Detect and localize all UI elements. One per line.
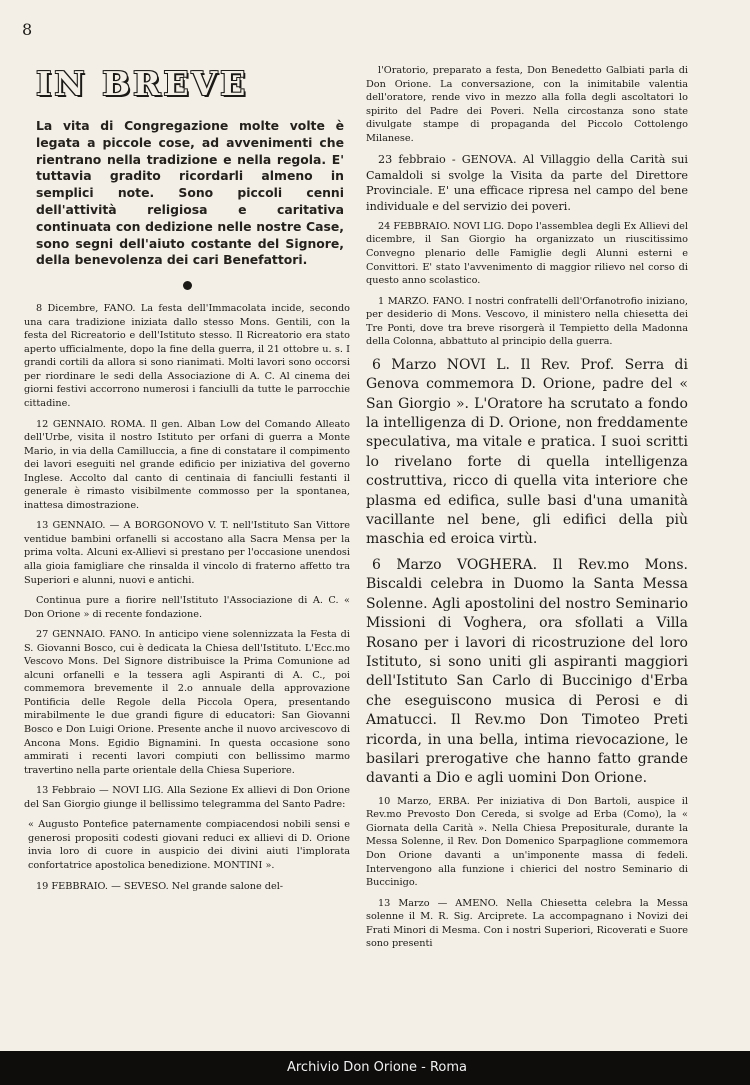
news-entry: 13 Marzo — AMENO. Nella Chiesetta celebra la Messa solenne il M. R. Sig. Arciprete. La accompagnano i Novizi dei Frati Minori di Mesma. Con i nostri Superiori, Ricoverati e Suore sono presenti: [366, 897, 688, 950]
headline: IN BREVE: [36, 64, 249, 103]
section-bullet: [183, 281, 192, 290]
right-column: [366, 64, 688, 958]
news-entry: 19 FEBBRAIO. — SEVESO. Nel grande salone del-: [36, 880, 284, 892]
archive-footer: [0, 1051, 750, 1085]
news-entry: 13 GENNAIO. — A BORGONOVO V. T. nell'Istituto San Vittore ventidue bambini orfanelli si accostano alla Sacra Mensa per la prima volta. Alcuni ex-Allievi si prestano per l'occasione unendosi alla gioia famigliare che rinsalda il vincolo di fraterno affetto tra Superiori e alunni, nuovi e antichi.: [24, 520, 350, 586]
footer-text: Archivio Don Orione - Roma: [286, 1060, 468, 1075]
news-entry: 1 MARZO. FANO. I nostri confratelli dell'Orfanotrofio iniziano, per desiderio di Mons. Vescovo, il ministero nella chiesetta dei Tre Ponti, dove tra breve risorgerà il Tempietto della Madonna della Colonna, abbattuto al principio della guerra.: [366, 295, 688, 348]
news-entry: 27 GENNAIO. FANO. In anticipo viene solennizzata la Festa di S. Giovanni Bosco, cui è dedicata la Chiesa dell'Istituto. L'Ecc.mo Vescovo Mons. Del Signore distribuisce la Prima Comunione ad alcuni orfanelli e la tessera agli Aspiranti di A. C., poi commemora brevemente il 2.o annuale della approvazione Pontificia delle Regole della Piccola Opera, presentando mirabilmente le due grandi figure di educatori: San Giovanni Bosco e Don Luigi Orione. Presente anche il nuovo arcivescovo di Ancona Mons. Egidio Bignamini. In questa occasione sono ammirati i recenti lavori compiuti con bellissimo marmo travertino nella parte orientale della Chiesa Superiore.: [24, 629, 350, 776]
news-entry: Continua pure a fiorire nell'Istituto l'Associazione di A. C. « Don Orione » di recente fondazione.: [24, 595, 350, 620]
news-entry: 10 Marzo, ERBA. Per iniziativa di Don Bartoli, auspice il Rev.mo Prevosto Don Cereda, si svolge ad Erba (Como), la « Giornata della Carità ». Nella Chiesa Prepositurale, durante la Messa Solenne, il Rev. Don Domenico Sparpaglione commemora Don Orione davanti a un'imponente massa di fedeli. Intervengono alla funzione i chierici del nostro Seminario di Buccinigo.: [366, 795, 688, 889]
telegram-quote: « Augusto Pontefice paternamente compiacendosi nobili sensi e generosi propositi codesti giovani reduci ex allievi di D. Orione invia loro di cuore in auspicio dei divini aiuti l'implorata confortatrice apostolica benedizione. MONTINI ».: [28, 819, 350, 871]
news-entry: 6 Marzo NOVI L. Il Rev. Prof. Serra di Genova commemora D. Orione, padre del « San Giorgio ». L'Oratore ha scrutato a fondo la intelligenza di D. Orione, non freddamente speculativa, ma vitale e pratica. I suoi scritti lo rivelano forte di quella intelligenza costruttiva, ricco di quella vita interiore che plasma ed edifica, sulle basi d'una umanità vacillante nel bene, gli edifici della più maschia ed eroica virtù.: [366, 356, 688, 548]
news-entry: 8 Dicembre, FANO. La festa dell'Immacolata incide, secondo una cara tradizione iniziata dallo stesso Mons. Gentili, con la festa del Ricreatorio e dell'Istituto stesso. Il Ricreatorio era stato aperto ufficialmente, dopo la fine della guerra, il 21 ottobre u. s. I grandi cortili da allora si sono rianimati. Molti lavori sono occorsi per riordinare le sedi della Associazione di A. C. Al cinema dei giorni festivi accorrono numerosi i fanciulli da tutte le parrocchie cittadine.: [24, 303, 350, 409]
page-number: 8: [22, 20, 33, 39]
news-entry: 6 Marzo VOGHERA. Il Rev.mo Mons. Biscaldi celebra in Duomo la Santa Messa Solenne. Agli apostolini del nostro Seminario Missioni di Voghera, ora sfollati a Villa Rosano per i lavori di ricostruzione del loro Istituto, si sono uniti gli aspiranti maggiori dell'Istituto San Carlo di Buccinigo d'Erba che eseguiscono musica di Perosi e di Amatucci. Il Rev.mo Don Timoteo Preti ricorda, in una bella, intima rievocazione, le basilari prerogative che hanno fatto grande davanti a Dio e agli uomini Don Orione.: [366, 556, 688, 787]
news-entry: 13 Febbraio — NOVI LIG. Alla Sezione Ex allievi di Don Orione del San Giorgio giunge il bellissimo telegramma del Santo Padre:: [24, 785, 350, 810]
intro-paragraph: La vita di Congregazione molte volte è legata a piccole cose, ad avvenimenti che rientrano nella tradizione e nella regola. E' tuttavia gradito ricordarli almeno in semplici note. Sono piccoli cenni dell'attività religiosa e caritativa continuata con dedizione nelle nostre Case, sono segni dell'aiuto costante del Signore, della benevolenza dei cari Benefattori.: [36, 118, 344, 268]
news-entry: l'Oratorio, preparato a festa, Don Benedetto Galbiati parla di Don Orione. La conversazione, con la inimitabile valentia dell'oratore, rende vivo in mezzo alla folla degli ascoltatori lo spirito del Padre dei Poveri. Nella circostanza sono state divulgate stampe di propaganda del Piccolo Cottolengo Milanese.: [366, 65, 688, 144]
left-column: [24, 64, 350, 900]
news-entry: 23 febbraio - GENOVA. Al Villaggio della Carità sui Camaldoli si svolge la Visita da parte del Direttore Provinciale. E' una efficace ripresa nel campo del bene individuale e del servizio dei poveri.: [366, 153, 688, 213]
news-entry: 24 FEBBRAIO. NOVI LIG. Dopo l'assemblea degli Ex Allievi del dicembre, il San Giorgio ha organizzato un riuscitissimo Convegno plenario delle Famiglie degli Alunni esterni e Convittori. E' stato l'avvenimento di maggior rilievo nel corso di questo anno scolastico.: [366, 220, 688, 287]
news-entry: 12 GENNAIO. ROMA. Il gen. Alban Low del Comando Alleato dell'Urbe, visita il nostro Istituto per orfani di guerra a Monte Mario, in via della Camilluccia, a fine di constatare il compimento dei lavori eseguiti nel grande edificio per iniziativa del governo Inglese. Accolto dal canto di centinaia di fanciulli festanti il generale è rimasto visibilmente commosso per la spontanea, inattesa dimostrazione.: [24, 418, 350, 511]
